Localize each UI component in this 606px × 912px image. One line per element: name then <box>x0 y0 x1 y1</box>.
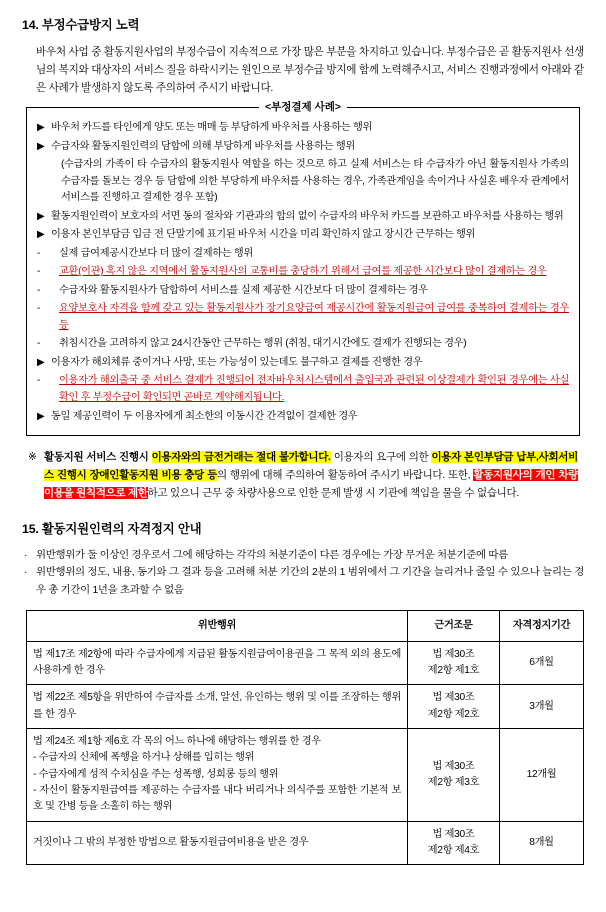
list-item <box>37 301 569 334</box>
fraud-case-list <box>37 120 569 425</box>
list-item <box>37 227 569 244</box>
section-15 <box>22 520 584 865</box>
suspension-table <box>26 610 584 865</box>
dash-marker: - <box>37 247 41 259</box>
fraud-warning-note <box>28 448 578 502</box>
bullet-marker: ▶ <box>37 140 45 152</box>
table-header-row <box>27 610 584 641</box>
fraud-case-box <box>26 101 580 436</box>
table-body <box>27 641 584 864</box>
clause-line-2: 제2항 제2호 <box>427 708 480 720</box>
clause-line-2: 제2항 제4호 <box>427 844 480 856</box>
cell-violation: 법 제22조 제5항을 위반하여 수급자를 소개, 알선, 유인하는 행위 및 이를 조장하는 행위를 한 경우 <box>27 685 408 729</box>
list-item <box>37 409 569 426</box>
warning-highlight-2: 이용자 본인부담금 납부, <box>431 451 539 464</box>
cell-period: 8개월 <box>500 821 584 865</box>
fraud-case-box-legend: <부정결제 사례> <box>259 100 347 116</box>
warning-seg-3: 의 행위에 대해 주의하여 활동하여 주시기 바랍니다. 또한, <box>216 469 474 482</box>
clause-line-1: 법 제30조 <box>432 828 475 840</box>
dash-marker: - <box>37 338 41 350</box>
list-item <box>37 355 569 372</box>
list-item-text: 실제 급여제공시간보다 더 많이 결제하는 행위 <box>59 247 253 259</box>
list-item-text: 바우처 카드를 타인에게 양도 또는 매매 등 부당하게 바우처를 사용하는 행위 <box>51 122 373 134</box>
list-item-text: 동일 제공인력이 두 이용자에게 최소한의 이동시간 간격없이 결제한 경우 <box>51 410 358 422</box>
list-item <box>22 564 584 599</box>
cell-period: 6개월 <box>500 641 584 685</box>
cell-violation: 거짓이나 그 밖의 부정한 방법으로 활동지원급여비용을 받은 경우 <box>27 821 408 865</box>
dash-marker: - <box>37 266 41 278</box>
table-row <box>27 685 584 729</box>
dash-marker: - <box>37 375 41 387</box>
cell-violation <box>27 729 408 822</box>
clause-line-1: 법 제30조 <box>432 760 475 772</box>
cell-violation: 법 제17조 제2항에 따라 수급자에게 지급된 활동지원급여이용권을 그 목적 외의 용도에 사용하게 한 경우 <box>27 641 408 685</box>
list-item-text: (수급자의 가족이 타 수급자의 활동지원사 역할을 하는 것으로 하고 실제 서비스는 타 수급자가 아닌 활동지원사 가족의 수급자를 돌보는 경우 등 담합에 의한 부당하게 바우처를 사용하는 경우, 가족관계임을 속이거나 사실혼 배우자 관계에서 서비스를 진행하고 결제한 경우 포함) <box>61 159 569 204</box>
dash-marker: - <box>37 284 41 296</box>
violation-line-1: 법 제24조 제1항 제6호 각 목의 어느 하나에 해당하는 행위를 한 경우 <box>33 736 321 748</box>
table-row <box>27 821 584 865</box>
section-14-paragraph: 바우처 사업 중 활동지원사업의 부정수급이 지속적으로 가장 많은 부분을 차지하고 있습니다. 부정수급은 곧 활동지원사 선생님의 복지와 대상자의 서비스 질을 하락시키는 원인으로 부정수급 방지에 함께 노력해주시고, 서비스 진행과정에서 아래와 같은 사례가 발생하지 않도록 주의하여 주시기 바랍니다. <box>36 45 584 95</box>
list-item <box>22 547 584 565</box>
bullet-marker: ▶ <box>37 356 45 368</box>
list-item <box>37 264 569 281</box>
list-item-text-struck: 교환(이관) 혹지 않은 지역에서 활동지원사의 교통비를 충당하기 위해서 급여를 제공한 시간보다 많이 결제하는 경우 <box>59 266 547 278</box>
clause-line-2: 제2항 제1호 <box>427 665 480 677</box>
col-header-clause: 근거조문 <box>408 610 500 641</box>
list-item <box>37 209 569 226</box>
bullet-marker: ▶ <box>37 410 45 422</box>
list-item <box>37 373 569 406</box>
warning-seg-2: 이용자의 요구에 의한 <box>330 451 432 464</box>
violation-line-3: - 수급자에게 성적 수치심을 주는 성폭행, 성희롱 등의 행위 <box>33 768 279 780</box>
warning-highlight-3: 사회서비스 진행시 장애인활동지원 비용 충당 등 <box>44 451 578 482</box>
list-item-text: 위반행위의 정도, 내용, 동기와 그 결과 등을 고려해 처분 기간의 2분의 1 범위에서 그 기간을 늘리거나 줄일 수 있으나 늘리는 경우 총 기간이 1년을 초과할 수 없음 <box>36 567 584 597</box>
warning-seg-1: 활동지원 서비스 진행시 <box>44 451 152 464</box>
warning-seg-4: 하고 있으니 근무 중 차량사용으로 인한 문제 발생 시 기관에 책임을 물을 수 없습니다. <box>147 487 519 500</box>
bullet-marker: ▶ <box>37 122 45 134</box>
table-row <box>27 729 584 822</box>
bullet-marker: ▶ <box>37 229 45 241</box>
list-item-text: 이용자가 해외체류 중이거나 사망, 또는 가능성이 있는데도 불구하고 결제를 진행한 경우 <box>51 356 423 368</box>
asterisk-marker: ※ <box>28 451 37 464</box>
cell-period: 12개월 <box>500 729 584 822</box>
clause-line-1: 법 제30조 <box>432 648 475 660</box>
table-row <box>27 641 584 685</box>
warning-highlight-4: 활동지원사의 개인 차량이용을 원칙적으로 제한 <box>44 469 579 500</box>
list-item <box>37 283 569 300</box>
bullet-marker: ▶ <box>37 210 45 222</box>
list-item-text: 활동지원인력이 보호자의 서면 동의 절차와 기관과의 합의 없이 수급자의 바우처 카드를 보관하고 바우처를 사용하는 행위 <box>51 210 564 222</box>
list-item-text-struck: 요양보호사 자격을 함께 갖고 있는 활동지원사가 장기요양급여 제공시간에 활동지원급여 급여를 중복하여 결제하는 경우 등 <box>59 303 569 331</box>
table-header <box>27 610 584 641</box>
cell-period: 3개월 <box>500 685 584 729</box>
cell-clause <box>408 729 500 822</box>
list-item-text: 수급자와 활동지원인력의 담합에 의해 부당하게 바우처를 사용하는 행위 <box>51 140 355 152</box>
cell-clause <box>408 685 500 729</box>
list-item-text-underlined: 이용자가 해외출국 중 서비스 결제가 진행되어 전자바우처시스템에서 출입국과 관련된 이상결제가 확인된 경우에는 사실확인 후 부정수급이 확인되면 곧바로 계약해지됩니다. <box>59 375 569 403</box>
list-item-text: 이용자 본인부담금 입금 전 단말기에 표기된 바우처 시간을 미리 확인하지 않고 장시간 근무하는 행위 <box>51 229 476 241</box>
section-14-title: 14. 부정수급방지 노력 <box>22 18 140 32</box>
section-15-title: 15. 활동지원인력의 자격정지 안내 <box>22 522 202 537</box>
cell-clause <box>408 641 500 685</box>
clause-line-2: 제2항 제3호 <box>427 776 480 788</box>
cell-clause <box>408 821 500 865</box>
dot-marker: · <box>24 549 28 561</box>
list-item-note <box>37 157 569 207</box>
dash-marker: - <box>37 303 41 315</box>
list-item <box>37 120 569 137</box>
violation-line-2: - 수급자의 신체에 폭행을 하거나 상해를 입히는 행위 <box>33 752 255 764</box>
warning-highlight-1: 이용자와의 금전거래는 절대 불가합니다. <box>151 451 331 464</box>
section-15-bullets <box>22 547 584 600</box>
col-header-period: 자격정지기간 <box>500 610 584 641</box>
dot-marker: · <box>24 567 28 579</box>
list-item-text: 수급자와 활동지원사가 담합하여 서비스를 실제 제공한 시간보다 더 많이 결제하는 경우 <box>59 284 428 296</box>
list-item-text: 위반행위가 둘 이상인 경우로서 그에 해당하는 각각의 처분기준이 다른 경우에는 가장 무거운 처분기준에 따름 <box>36 549 508 561</box>
clause-line-1: 법 제30조 <box>432 692 475 704</box>
list-item <box>37 336 569 353</box>
list-item-text: 취침시간을 고려하지 않고 24시간동안 근무하는 행위 (취침, 대기시간에도 결제가 진행되는 경우) <box>59 338 467 350</box>
violation-line-4: - 자신이 활동지원급여를 제공하는 수급자를 내다 버리거나 의식주를 포함한 기본적 보호 및 간병 등을 소홀히 하는 행위 <box>33 785 401 813</box>
list-item <box>37 246 569 263</box>
col-header-violation: 위반행위 <box>27 610 408 641</box>
list-item <box>37 139 569 156</box>
